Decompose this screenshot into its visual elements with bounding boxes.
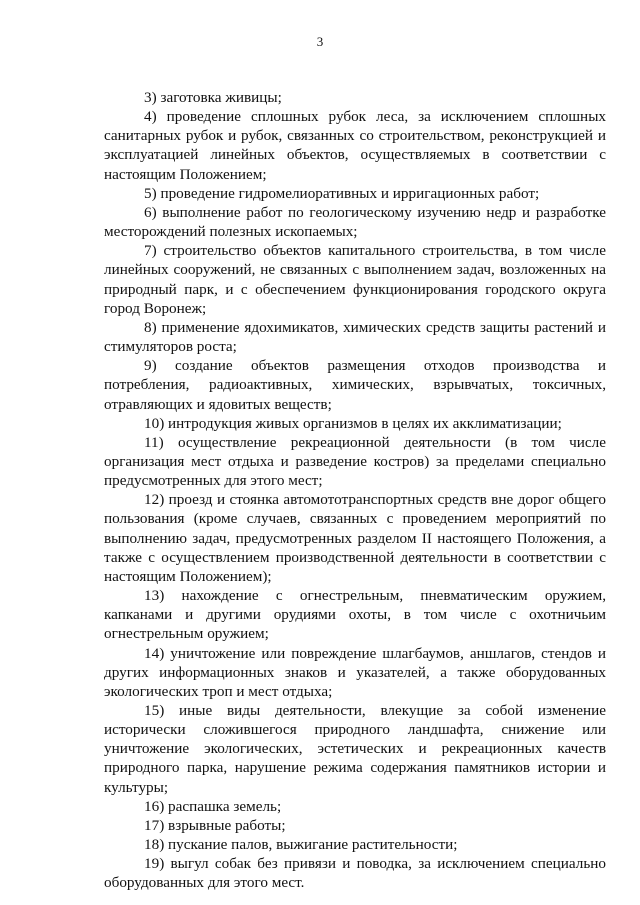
list-item: 7) строительство объектов капитального строительства, в том числе линейных сооружений, не связанных с выполнением задач, возложенных на природный парк, и с обеспечением функционирования городского округа город Воронеж; [104,242,606,317]
page-number: 3 [316,34,324,49]
list-item: 9) создание объектов размещения отходов производства и потребления, радиоактивных, химических, взрывчатых, токсичных, отравляющих и ядовитых веществ; [104,357,606,413]
list-item: 16) распашка земель; [144,797,282,815]
list-item: 17) взрывные работы; [144,816,286,834]
list-item: 8) применение ядохимикатов, химических средств защиты растений и стимуляторов роста; [104,318,606,356]
list-item: 11) осуществление рекреационной деятельности (в том числе организация мест отдыха и разведение костров) за пределами специально предусмотренных для этого мест; [104,433,606,490]
list-item: 14) уничтожение или повреждение шлагбаумов, аншлагов, стендов и других информационных знаков и указателей, а также оборудованных экологических троп и мест отдыха; [104,644,606,700]
list-item: 13) нахождение с огнестрельным, пневматическим оружием, капканами и другими орудиями охоты, в том числе с охотничьим огнестрельным оружием; [104,587,606,643]
list-item: 3) заготовка живицы; [144,89,282,106]
list-item: 15) иные виды деятельности, влекущие за собой изменение исторически сложившегося природного ландшафта, снижение или уничтожение экологических, эстетических и рекреационных качеств природного парка, нарушение режима содержания памятников истории и культуры; [104,702,606,796]
list-item: 19) выгул собак без привязи и поводка, за исключением специально оборудованных для этого мест. [104,855,606,892]
list-item: 18) пускание палов, выжигание растительности; [144,836,458,854]
list-item: 6) выполнение работ по геологическому изучению недр и разработке месторождений полезных ископаемых; [104,203,606,241]
document-body [104,88,606,893]
list-item: 12) проезд и стоянка автомототранспортных средств вне дорог общего пользования (кроме случаев, связанных с проведением мероприятий по выполнению задач, предусмотренных разделом II настоящего Положения, а также с осуществлением производственной деятельности в соответствии с настоящим Положением); [104,491,606,585]
list-item: 10) интродукция живых организмов в целях их акклиматизации; [144,414,562,432]
list-item: 5) проведение гидромелиоративных и ирригационных работ; [144,184,540,202]
list-item: 4) проведение сплошных рубок леса, за исключением сплошных санитарных рубок и рубок, связанных со строительством, реконструкцией и эксплуатацией линейных объектов, осуществляемых в соответствии с настоящим Положением; [104,108,606,183]
